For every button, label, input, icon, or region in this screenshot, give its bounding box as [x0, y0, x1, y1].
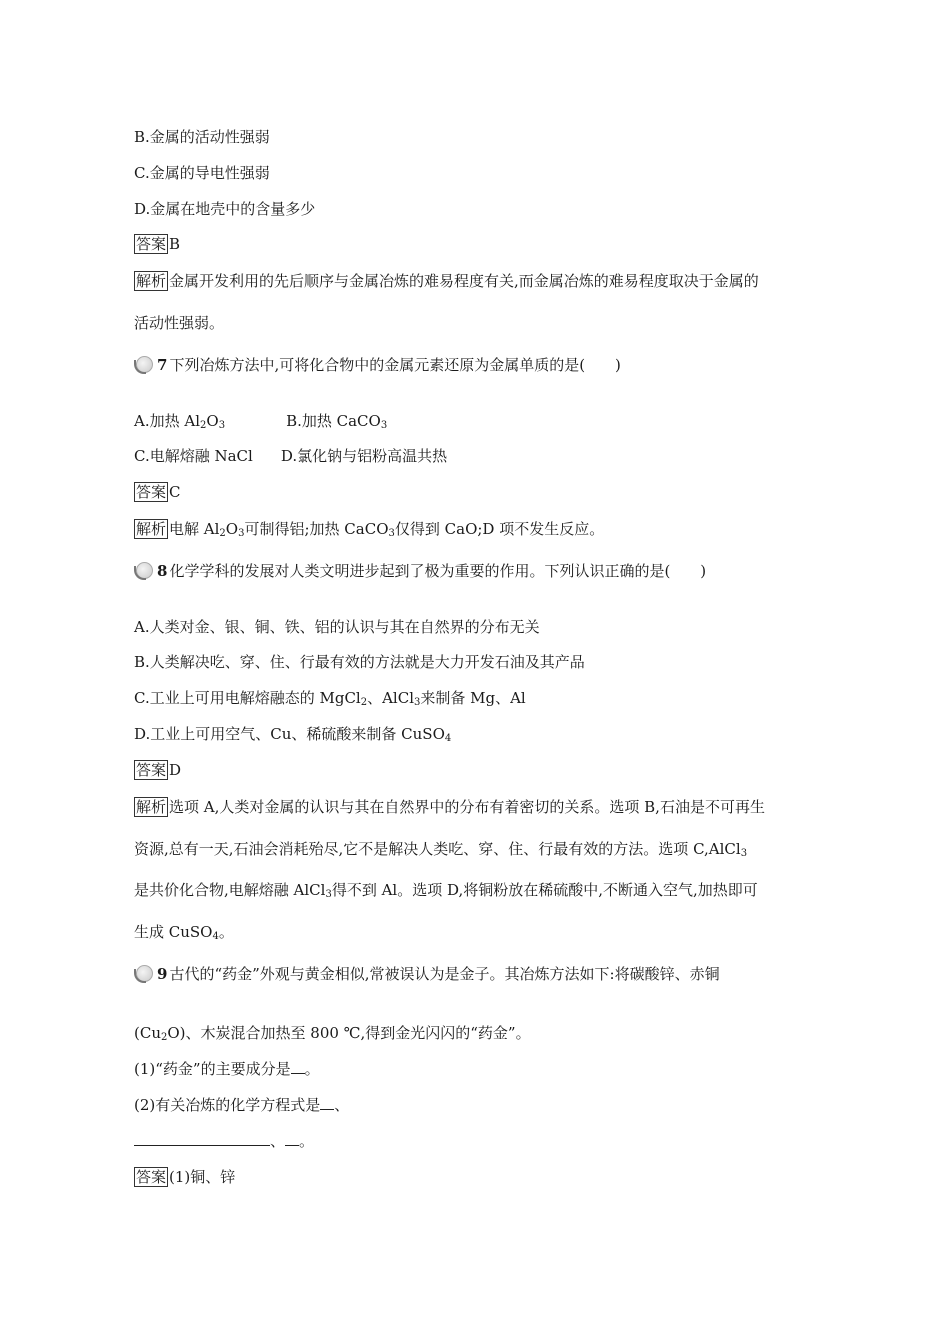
- fill-blank[interactable]: [285, 1131, 299, 1146]
- q8-analysis-line1: 解析 选项 A,人类对金属的认识与其在自然界中的分布有着密切的关系。选项 B,石油是不可再生: [136, 798, 765, 816]
- answer-text: (1)铜、锌: [169, 1168, 236, 1186]
- q7-options-ab: [134, 411, 387, 431]
- q9-stem-line1: [134, 964, 720, 984]
- question-marker-icon: [134, 965, 154, 981]
- q6-option-c: C.金属的导电性强弱: [134, 164, 270, 182]
- q6-option-d: D.金属在地壳中的含量多少: [134, 200, 316, 218]
- answer-text: B: [169, 235, 181, 253]
- question-marker-icon: [134, 356, 154, 372]
- analysis-text: 金属开发利用的先后顺序与金属冶炼的难易程度有关,而金属冶炼的难易程度取决于金属的: [169, 272, 759, 290]
- q7-analysis: 解析 电解 $Al_2O_3$可制得铝;加热 CaCO$_3$仅得到 CaO;D 项不发生反应。: [136, 520, 605, 539]
- fill-blank[interactable]: [320, 1095, 334, 1110]
- answer-tag: 答案: [136, 1168, 167, 1186]
- q8-stem: [134, 561, 706, 581]
- answer-tag: 答案: [136, 761, 167, 779]
- analysis-tag: 解析: [136, 798, 167, 816]
- q7-options-cd: [134, 446, 447, 466]
- q6-analysis-line1: [134, 271, 759, 291]
- q9-sub2-line2: 、 。: [134, 1131, 314, 1151]
- q8-option-c: C.工业上可用电解熔融态的 MgCl$_2$、AlCl$_3$来制备 Mg、Al: [134, 689, 526, 708]
- analysis-tag: 解析: [136, 520, 167, 538]
- answer-text: D: [169, 761, 182, 779]
- q9-sub1: (1)“药金”的主要成分是 。: [134, 1060, 320, 1078]
- question-number: 8: [157, 562, 168, 580]
- q6-analysis-line2: 活动性强弱。: [134, 314, 225, 332]
- q8-answer: [134, 760, 181, 780]
- q7-option-a: A.加热 $Al_2O_3$: [134, 412, 226, 431]
- q8-option-b: B.人类解决吃、穿、住、行最有效的方法就是大力开发石油及其产品: [134, 653, 585, 671]
- q7-option-b: B.加热 CaCO$_3$: [286, 412, 388, 431]
- q7-stem: [134, 355, 621, 375]
- question-number: 9: [157, 965, 168, 983]
- q8-analysis-line3: 是共价化合物,电解熔融 AlCl$_3$得不到 Al。选项 D,将铜粉放在稀硫酸中,不断通入空气,加热即可: [134, 881, 758, 900]
- q7-option-c: C.电解熔融 NaCl: [134, 447, 253, 465]
- q6-answer: [134, 234, 180, 254]
- q8-analysis-line4: 生成 CuSO$_4$。: [134, 923, 234, 942]
- question-marker-icon: [134, 562, 154, 578]
- q9-stem-line2: $(Cu_2O)$、木炭混合加热至 800 ℃,得到金光闪闪的“药金”。: [134, 1024, 531, 1043]
- question-number: 7: [157, 356, 168, 374]
- q8-option-d: D.工业上可用空气、Cu、稀硫酸来制备 CuSO$_4$: [134, 725, 452, 744]
- q9-sub2: (2)有关冶炼的化学方程式是 、: [134, 1096, 350, 1114]
- q9-answer: [134, 1167, 235, 1187]
- answer-text: C: [169, 483, 181, 501]
- q8-analysis-line2: 资源,总有一天,石油会消耗殆尽,它不是解决人类吃、穿、住、行最有效的方法。选项 C,AlCl$_3$: [134, 840, 748, 859]
- fill-blank[interactable]: [291, 1059, 305, 1074]
- q6-option-b: B.金属的活动性强弱: [134, 128, 270, 146]
- answer-tag: 答案: [136, 483, 167, 501]
- answer-tag: 答案: [136, 235, 167, 253]
- q8-option-a: A.人类对金、银、铜、铁、铝的认识与其在自然界的分布无关: [134, 618, 540, 636]
- q7-option-d: D.氯化钠与铝粉高温共热: [280, 447, 448, 465]
- question-stem: 下列冶炼方法中,可将化合物中的金属元素还原为金属单质的是( ): [169, 356, 621, 374]
- question-stem: 化学学科的发展对人类文明进步起到了极为重要的作用。下列认识正确的是( ): [169, 562, 707, 580]
- analysis-tag: 解析: [136, 272, 167, 290]
- question-stem: 古代的“药金”外观与黄金相似,常被误认为是金子。其冶炼方法如下:将碳酸锌、赤铜: [169, 965, 720, 983]
- q7-answer: [134, 482, 181, 502]
- fill-blank[interactable]: [134, 1131, 270, 1146]
